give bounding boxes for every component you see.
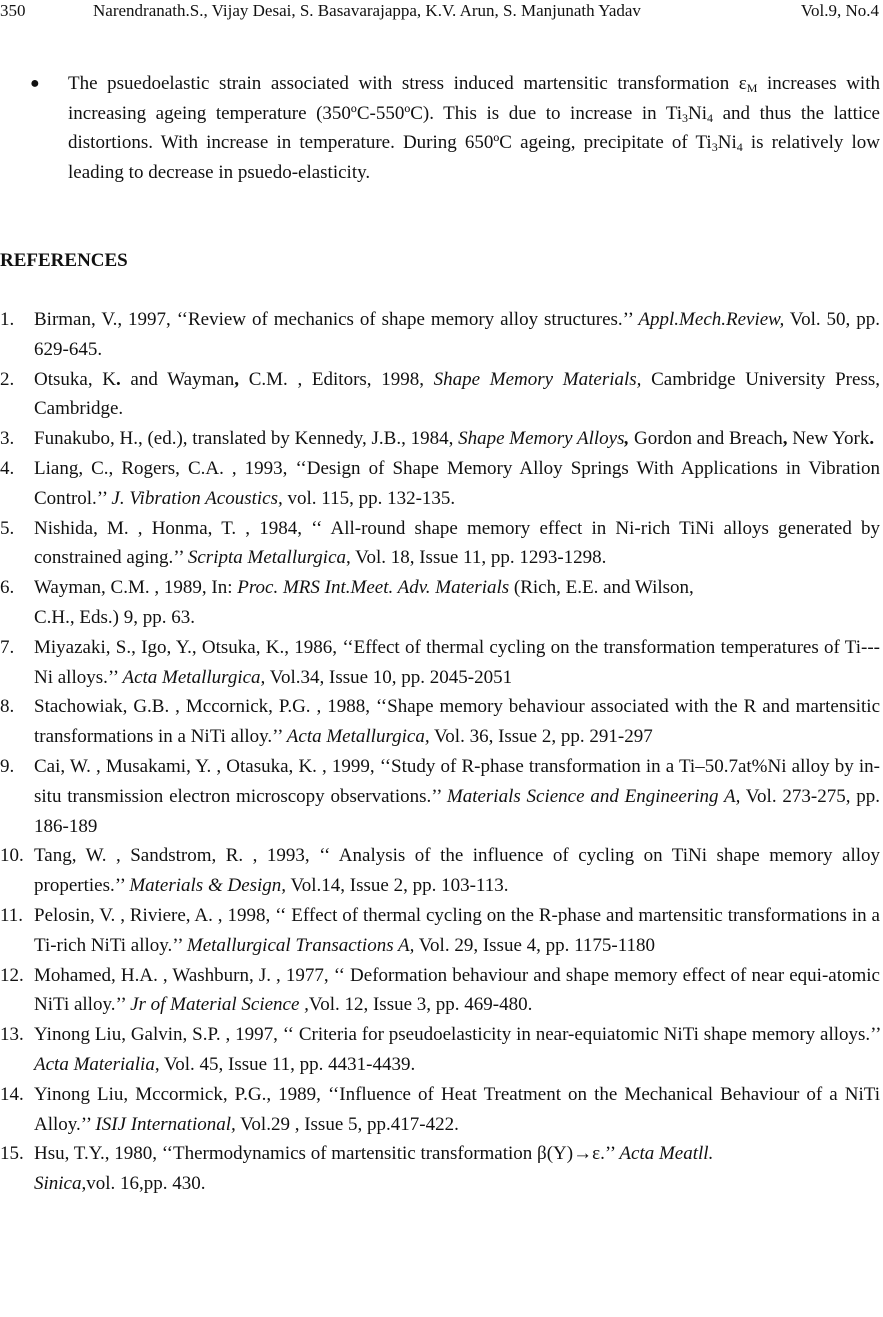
references-list [0, 305, 880, 1199]
reference-item: 13. Yinong Liu, Galvin, S.P. , 1997, ‘‘ Criteria for pseudoelasticity in near-equiatomic NiTi shape memory alloys.’’ Acta Materialia, Vol. 45, Issue 11, pp. 4431-4439. [0, 1024, 880, 1075]
reference-item: 7. Miyazaki, S., Igo, Y., Otsuka, K., 1986, ‘‘Effect of thermal cycling on the transformation temperatures of Ti---Ni alloys.’’ Acta Metallurgica, Vol.34, Issue 10, pp. 2045-2051 [0, 636, 880, 688]
bullet-icon: ● [30, 75, 40, 92]
reference-item: 2. Otsuka, K. and Wayman, C.M. , Editors, 1998, Shape Memory Materials, Cambridge University Press, Cambridge. [0, 368, 880, 420]
running-header [0, 0, 883, 26]
reference-item: 11. Pelosin, V. , Riviere, A. , 1998, ‘‘ Effect of thermal cycling on the R-phase and martensitic transformations in a Ti-rich NiTi alloy.’’ Metallurgical Transactions A, Vol. 29, Issue 4, pp. 1175-1180 [0, 904, 880, 956]
reference-item: 14. Yinong Liu, Mccormick, P.G., 1989, ‘‘Influence of Heat Treatment on the Mechanical Behaviour of a NiTi Alloy.’’ ISIJ International, Vol.29 , Issue 5, pp.417-422. [0, 1083, 880, 1135]
reference-item: 1. Birman, V., 1997, ‘‘Review of mechanics of shape memory alloy structures.’’ Appl.Mech.Review, Vol. 50, pp. 629-645. [0, 309, 880, 360]
conclusion-bullet-paragraph: The psuedoelastic strain associated with stress induced martensitic transformation $\varepsilon_M$ increases with increasing ageing temperature (350ºC-550ºC). This is due to increase in $Ti_3Ni_4$ and thus the lattice distortions. With increase in temperature. During 650ºC ageing, precipitate of $Ti_3Ni_4$ is relatively low leading to decrease in psuedo-elasticity. [68, 73, 880, 183]
reference-item: 10. Tang, W. , Sandstrom, R. , 1993, ‘‘ Analysis of the influence of cycling on TiNi shape memory alloy properties.’’ Materials & Design, Vol.14, Issue 2, pp. 103-113. [0, 845, 880, 897]
reference-item: 5. Nishida, M. , Honma, T. , 1984, ‘‘ All-round shape memory effect in Ni-rich TiNi alloys generated by constrained aging.’’ Scripta Metallurgica, Vol. 18, Issue 11, pp. 1293-1298. [0, 517, 880, 569]
reference-item: 6. Wayman, C.M. , 1989, In: Proc. MRS Int.Meet. Adv. Materials (Rich, E.E. and Wilson, C.H., Eds.) 9, pp. 63. [0, 577, 694, 628]
page-number: 350 [0, 1, 26, 20]
reference-item: 15. Hsu, T.Y., 1980, ‘‘Thermodynamics of martensitic transformation β(Y)→ε.’’ Acta Meatll. Sinica,vol. 16,pp. 430. [0, 1143, 714, 1195]
reference-item: 8. Stachowiak, G.B. , Mccornick, P.G. , 1988, ‘‘Shape memory behaviour associated with the R and martensitic transformations in a NiTi alloy.’’ Acta Metallurgica, Vol. 36, Issue 2, pp. 291-297 [0, 696, 880, 748]
reference-item: 3. Funakubo, H., (ed.), translated by Kennedy, J.B., 1984, Shape Memory Alloys, Gordon and Breach, New York. [0, 428, 875, 450]
reference-item: 9. Cai, W. , Musakami, Y. , Otasuka, K. , 1999, ‘‘Study of R-phase transformation in a Ti–50.7at%Ni alloy by in-situ transmission electron microscopy observations.’’ Materials Science and Engineering A, Vol. 273-275, pp. 186-189 [0, 755, 880, 837]
references-heading: REFERENCES [0, 250, 128, 271]
reference-item: 4. Liang, C., Rogers, C.A. , 1993, ‘‘Design of Shape Memory Alloy Springs With Applications in Vibration Control.’’ J. Vibration Acoustics, vol. 115, pp. 132-135. [0, 457, 880, 509]
header-volume: Vol.9, No.4 [800, 1, 879, 20]
reference-item: 12. Mohamed, H.A. , Washburn, J. , 1977, ‘‘ Deformation behaviour and shape memory effect of near equi-atomic NiTi alloy.’’ Jr of Material Science ,Vol. 12, Issue 3, pp. 469-480. [0, 964, 880, 1016]
header-authors: Narendranath.S., Vijay Desai, S. Basavarajappa, K.V. Arun, S. Manjunath Yadav [93, 1, 641, 20]
